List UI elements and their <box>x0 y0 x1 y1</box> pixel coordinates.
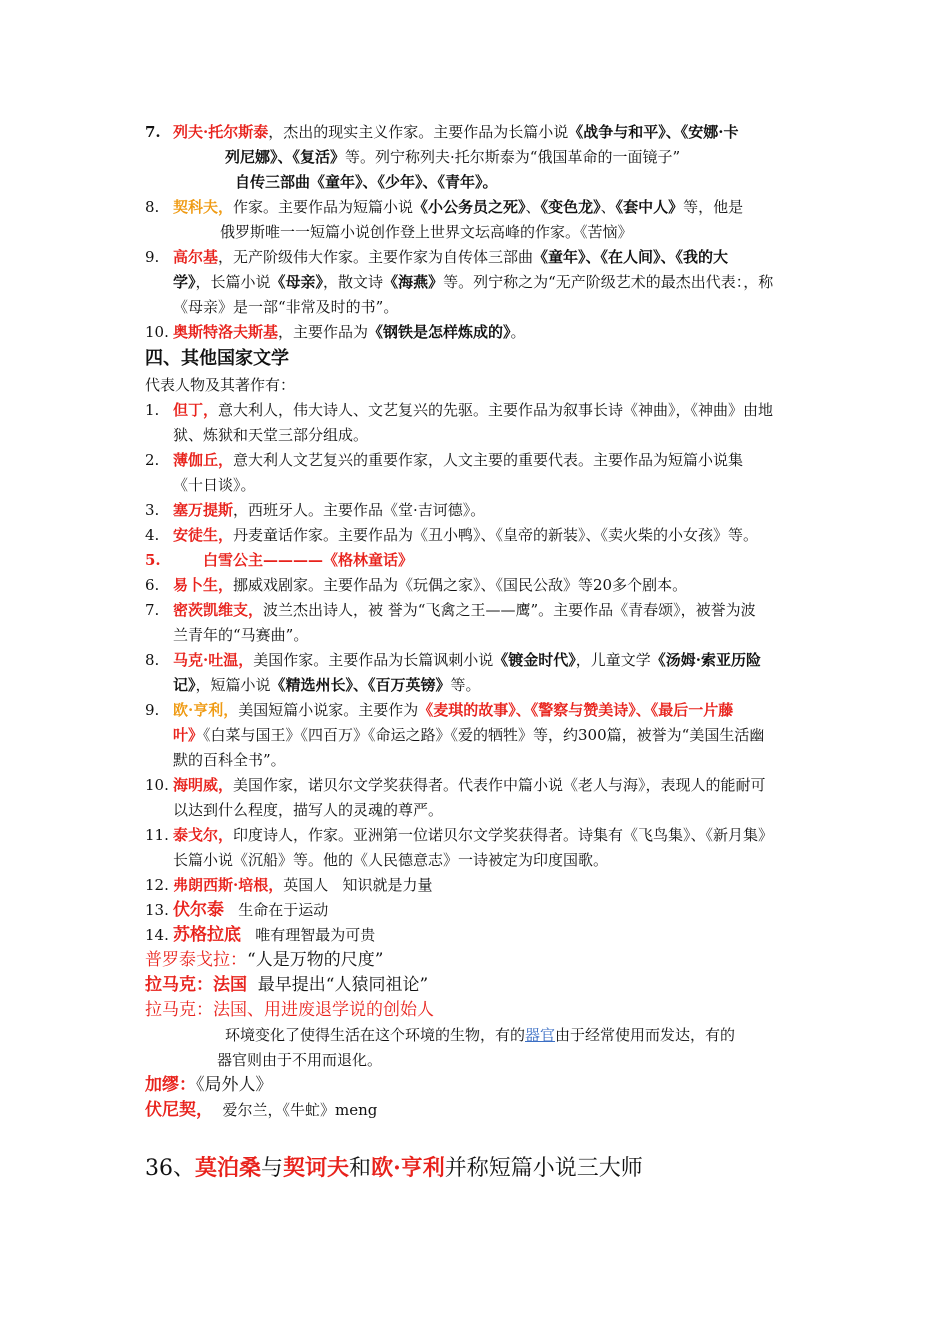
list-item-boccaccio: 2. 薄伽丘，意大利人文艺复兴的重要作家，人文主要的重要代表。主要作品为短篇小说集 《十日谈》。 <box>145 451 744 494</box>
author-name: 欧·亨利， <box>173 701 239 719</box>
trilogy-line: 自传三部曲《童年》、《少年》、《青年》。 <box>235 173 498 191</box>
list-item-ibsen: 6. 易卜生，挪威戏剧家。主要作品为《玩偶之家》、《国民公敌》等20多个剧本。 <box>145 576 688 594</box>
list-item-twain: 8. 马克·吐温，美国作家。主要作品为长篇讽刺小说《镀金时代》，儿童文学《汤姆·索亚历险 记》，短篇小说《精选州长》、《百万英镑》等。 <box>145 651 762 694</box>
author-name: 易卜生， <box>173 576 234 594</box>
author-name: 契科夫， <box>173 198 234 216</box>
list-item-tagore: 11. 泰戈尔，印度诗人，作家。亚洲第一位诺贝尔文学奖获得者。诗集有《飞鸟集》、《新月集》 长篇小说《沉船》等。他的《人民德意志》一诗被定为印度国歌。 <box>145 826 774 869</box>
author-name: 列夫·托尔斯泰 <box>173 123 269 141</box>
item-number: 9. <box>145 248 160 266</box>
three-masters-line: 36、莫泊桑与契诃夫和欧·亨利并称短篇小说三大师 <box>145 1155 643 1181</box>
voynich-line: 伏尼契， 爱尔兰，《牛虻》meng <box>145 1100 378 1120</box>
list-item-voltaire: 13. 伏尔泰 生命在于运动 <box>145 900 329 920</box>
lamarck-line-1: 拉马克：法国 最早提出“人猿同祖论” <box>145 975 429 995</box>
list-item-dante: 1. 但丁，意大利人，伟大诗人、文艺复兴的先驱。主要作品为叙事长诗《神曲》，《神曲》由地 狱、炼狱和天堂三部分组成。 <box>145 401 774 444</box>
author-name: 高尔基 <box>173 248 219 266</box>
work-title: 列尼娜》、《复活》 <box>225 148 346 166</box>
list-item-ohenry: 9. 欧·亨利，美国短篇小说家。主要作为《麦琪的故事》、《警察与赞美诗》、《最后一片藤 叶》《白菜与国王》《四百万》《命运之路》《爱的牺牲》等，约300篇，被誉为“美国生活幽 默的百科全书”。 <box>145 701 765 769</box>
author-name: 但丁， <box>173 401 219 419</box>
author-name: 塞万提斯 <box>173 501 234 519</box>
item-number: 10. <box>145 323 169 341</box>
author-name: 伏尔泰 <box>173 900 224 920</box>
item-number: 7. <box>145 123 161 141</box>
author-name: 泰戈尔， <box>173 826 234 844</box>
author-name: 薄伽丘， <box>173 451 234 469</box>
list-item-gorky: 9. 高尔基，无产阶级伟大作家。主要作家为自传体三部曲《童年》、《在人间》、《我的大 <box>145 245 810 270</box>
author-name: 弗朗西斯·培根， <box>173 876 284 894</box>
item-number: 8. <box>145 198 160 216</box>
environment-line: 环境变化了使得生活在这个环境的生物，有的器官由于经常使用而发达，有的 <box>225 1026 736 1044</box>
list-item-socrates: 14. 苏格拉底 唯有理智最为可贵 <box>145 925 376 945</box>
section-heading: 四、其他国家文学 <box>145 348 289 369</box>
list-item-cervantes: 3. 塞万提斯，西班牙人。主要作品《堂·吉诃德》。 <box>145 501 486 519</box>
section-intro: 代表人物及其著作有： <box>145 376 296 394</box>
author-name: 海明威， <box>173 776 234 794</box>
list-item-hemingway: 10. 海明威，美国作家，诺贝尔文学奖获得者。代表作中篇小说《老人与海》，表现人的能耐可 以达到什么程度，描写人的灵魂的尊严。 <box>145 776 766 819</box>
list-item-andersen: 4. 安徒生，丹麦童话作家。主要作品为《丑小鸭》、《皇帝的新装》、《卖火柴的小女孩》等。 <box>145 526 759 544</box>
author-name: 密茨凯维支， <box>173 601 264 619</box>
list-item-tolstoy: 7. 列夫·托尔斯泰，杰出的现实主义作家。主要作品为长篇小说《战争与和平》、《安娜·卡 <box>145 120 810 145</box>
list-item-mickiewicz: 7. 密茨凯维支，波兰杰出诗人，被 誉为“飞禽之王——鹰”。主要作品《青春颂》，被誉为波 兰青年的“马赛曲”。 <box>145 601 756 644</box>
list-item-chekhov: 8. 契科夫，作家。主要作品为短篇小说《小公务员之死》、《变色龙》、《套中人》等，他是 <box>145 195 810 220</box>
author-name: 苏格拉底 <box>173 925 241 945</box>
protagoras-line: 普罗泰戈拉：“人是万物的尺度” <box>145 950 384 970</box>
document-page: 7. 列夫·托尔斯泰，杰出的现实主义作家。主要作品为长篇小说《战争与和平》、《安娜·卡 列尼娜》、《复活》等。列宁称列夫·托尔斯泰为“俄国革命的一面镜子” 自传三部曲《童年》、《少年》、《青年》。 8. 契科夫，作家。主要作品为短篇小说《小公务员之死》、《变色龙》、《套中人》等，他是 俄罗斯唯一一短篇小说创作登上世界文坛高峰的作家。《苦恼》 9. 高尔基，无产阶级伟大作家。主要作家为自传体三部曲《童年》、《在人间》、《我的大 学》，长篇小说《母亲》，散文诗《海燕》等。列宁称之为“无产阶级艺术的最杰出代表：，称 《母亲》是一部“非常及时的书”。 10. 奥斯特洛夫斯基，主要作品为《钢铁是怎样炼成的》。 四、其他国家文学 代表人物及其著作有： 1. 但丁，意大利人，伟大诗人、文艺复兴的先驱。主要作品为叙事长诗《神曲》，《神曲》由地 狱、炼狱和天堂三部分组成。 2. 薄伽丘，意大利人文艺复兴的重要作家，人文主要的重要代表。主要作品为短篇小说集 《十日谈》。 3. 塞万提斯，西班牙人。主要作品《堂·吉诃德》。 4. 安徒生，丹麦童话作家。主要作品为《丑小鸭》、《皇帝的新装》、《卖火柴的小女孩》等。 5. 白雪公主————《格林童话》 6. 易卜生，挪威戏剧家。主要作品为《玩偶之家》、《国民公敌》等20多个剧本。 7. 密茨凯维支，波兰杰出诗人，被 誉为“飞禽之王——鹰”。主要作品《青春颂》，被誉为波 兰青年的“马赛曲”。 8. 马克·吐温，美国作家。主要作品为长篇讽刺小说《镀金时代》，儿童文学《汤姆·索亚历险 记》，短篇小说《精选州长》、《百万英镑》等。 9. 欧·亨利，美国短篇小说家。主要作为《麦琪的故事》、《警察与赞美诗》、《最后一片藤 叶》《白菜与国王》《四百万》《命运之路》《爱的牺牲》等，约300篇，被誉为“美国生活幽 默的百科全书”。 10. 海明威，美国作家，诺贝尔文学奖获得者。代表作中篇小说《老人与海》，表现人的能耐可 以达到什么程度，描写人的灵魂的尊严。 11. 泰戈尔，印度诗人，作家。亚洲第一位诺贝尔文学奖获得者。诗集有《飞鸟集》、《新月集》 长篇小说《沉船》等。他的《人民德意志》一诗被定为印度国歌。 12. 弗朗西斯·培根，英国人 知识就是力量 13. 伏尔泰 生命在于运动 14. 苏格拉底 唯有理智最为可贵 普罗泰戈拉：“人是万物的尺度” 拉马克：法国 最早提出“人猿同祖论” 拉马克：法国、用进废退学说的创始人 环境变化了使得生活在这个环境的生物，有的器官由于经常使用而发达，有的 器官则由于不用而退化。 加缪：《局外人》 伏尼契， 爱尔兰，《牛虻》meng 36、莫泊桑与契诃夫和欧·亨利并称短篇小说三大师 <box>145 120 810 1184</box>
list-item-bacon: 12. 弗朗西斯·培根，英国人 知识就是力量 <box>145 876 433 894</box>
lamarck-line-2: 拉马克：法国、用进废退学说的创始人 <box>145 1000 434 1020</box>
work-title: 《战争与和平》、《安娜·卡 <box>568 123 739 141</box>
author-name: 马克·吐温， <box>173 651 254 669</box>
author-name: 安徒生， <box>173 526 234 544</box>
camus-line: 加缪：《局外人》 <box>145 1075 273 1095</box>
list-item-ostrovsky: 10. 奥斯特洛夫斯基，主要作品为《钢铁是怎样炼成的》。 <box>145 320 810 345</box>
author-name: 奥斯特洛夫斯基 <box>173 323 279 341</box>
list-item-grimm: 5. 白雪公主————《格林童话》 <box>145 551 414 569</box>
organ-link[interactable]: 器官 <box>525 1026 556 1044</box>
